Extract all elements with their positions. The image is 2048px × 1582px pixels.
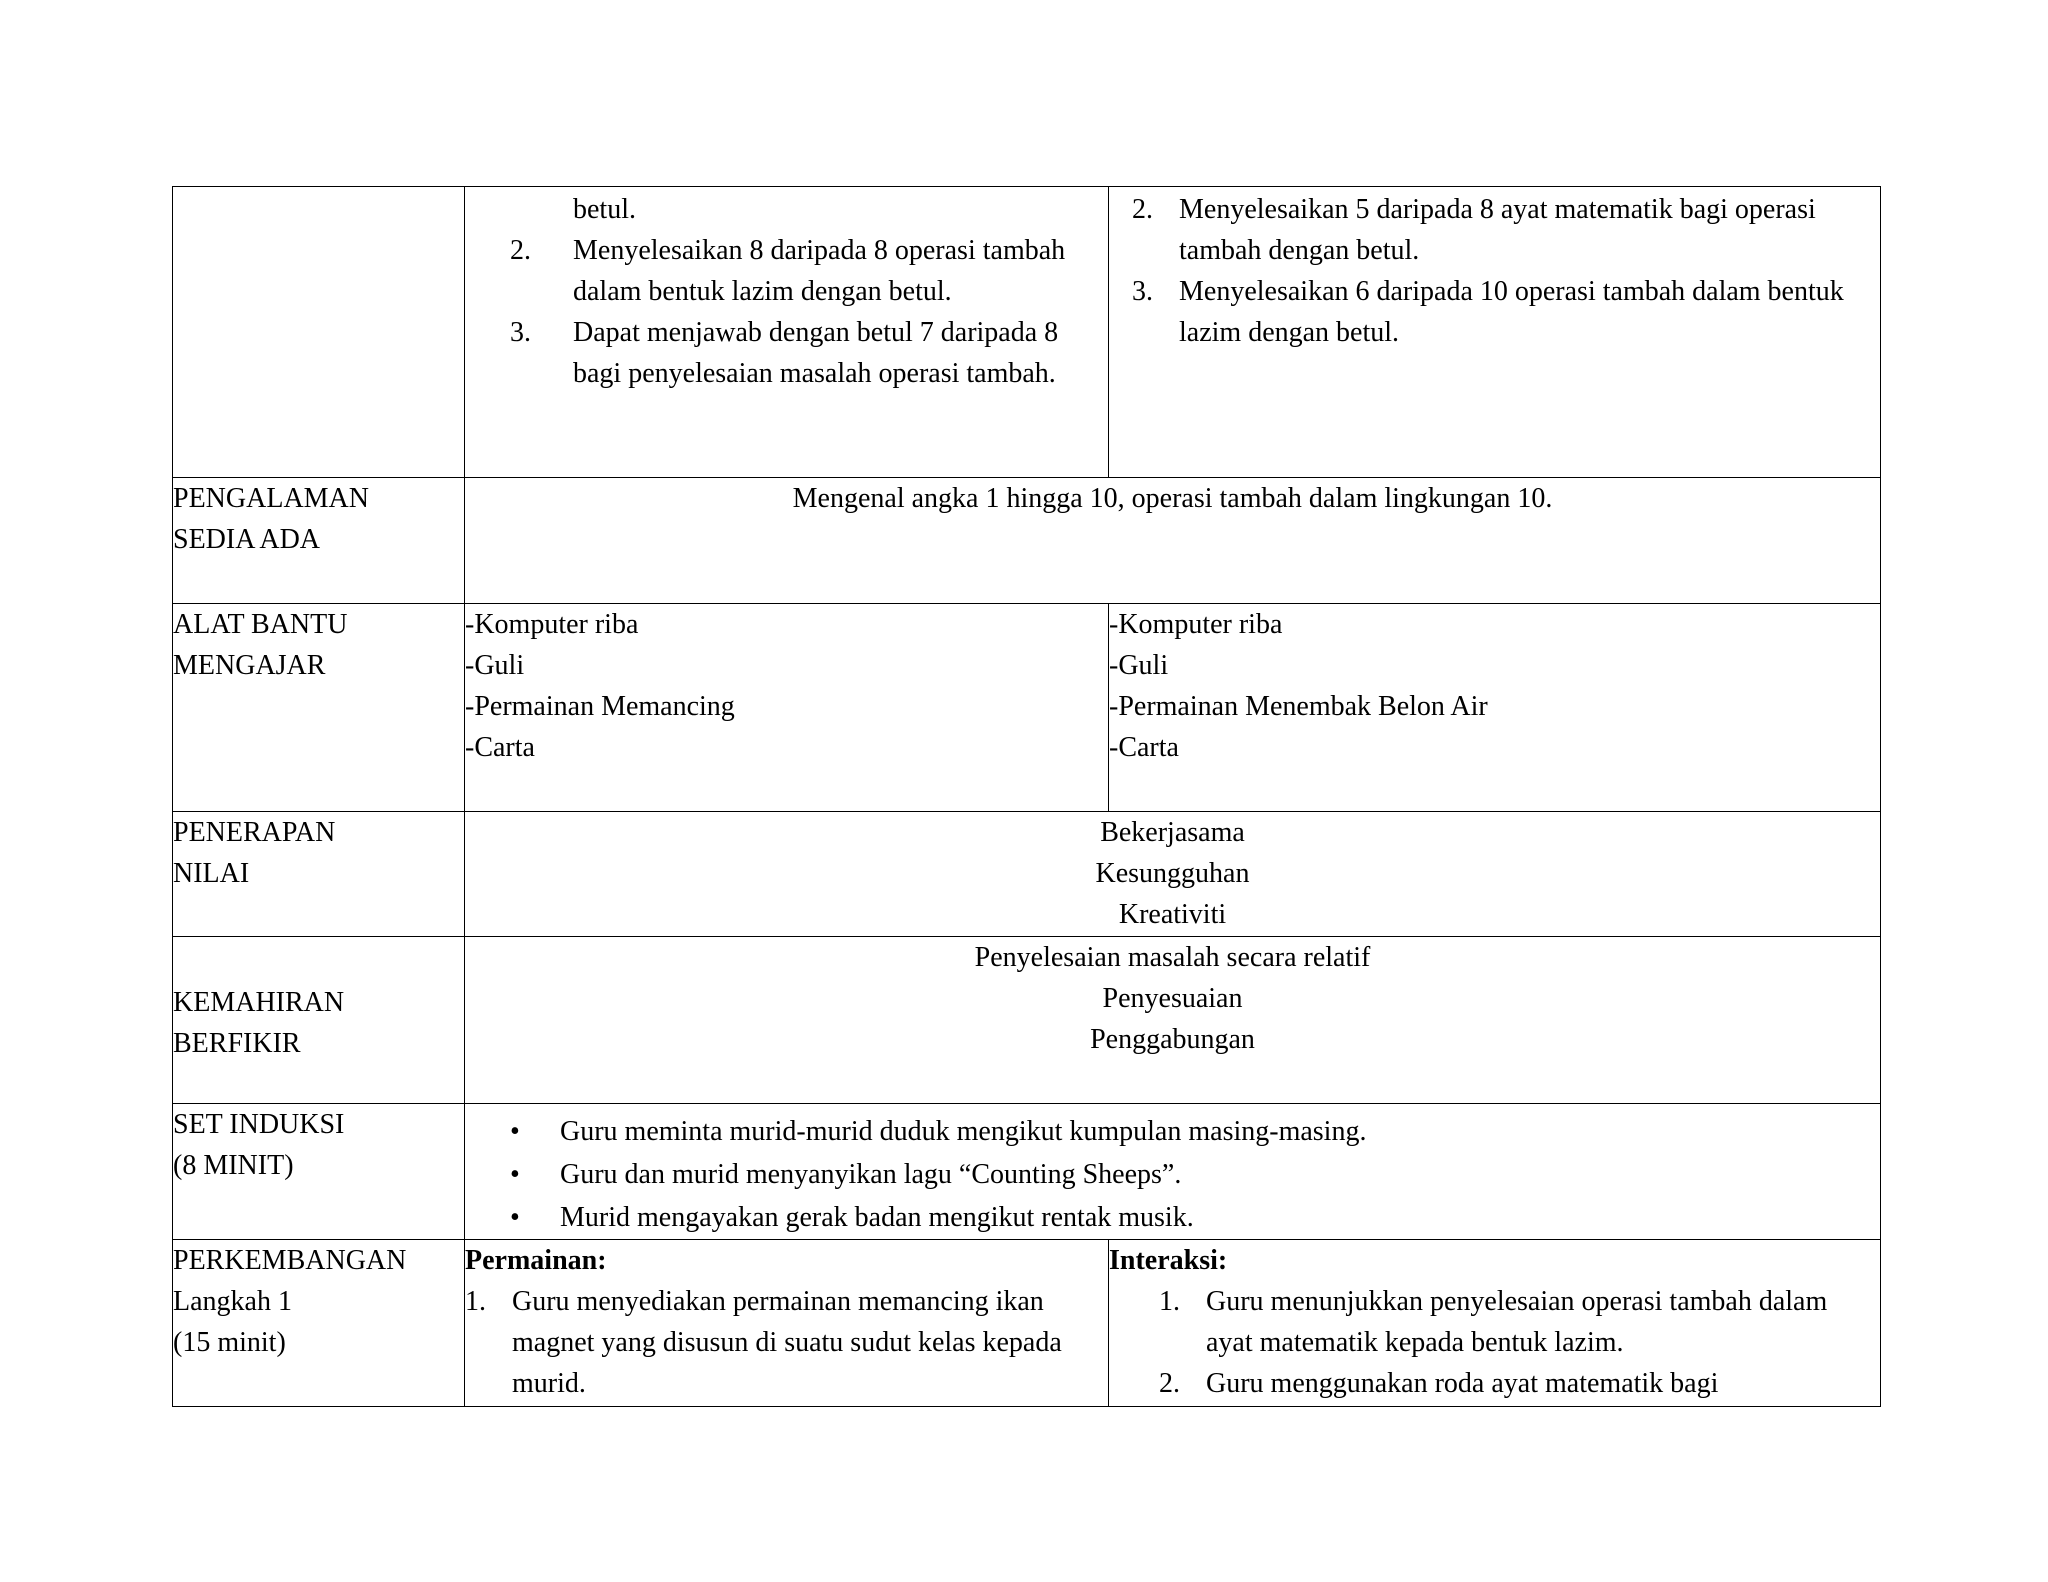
row-kemahiran — [173, 937, 1881, 1104]
set-induksi-list — [465, 1110, 1880, 1239]
list-item: betul. — [573, 194, 636, 225]
pengalaman-text: Mengenal angka 1 hingga 10, operasi tambah dalam lingkungan 10. — [465, 478, 1881, 604]
objectives-col2 — [1109, 187, 1881, 478]
objectives-col1-list — [465, 189, 1096, 394]
row-pengalaman — [173, 478, 1881, 604]
label-pengalaman: PENGALAMAN SEDIA ADA — [173, 478, 465, 604]
row-objectives-continued — [173, 187, 1881, 478]
section-heading: Permainan: — [465, 1245, 607, 1276]
list-item: • Guru meminta murid-murid duduk mengikut kumpulan masing-masing. — [510, 1110, 1880, 1153]
list-item: 1. Guru menunjukkan penyelesaian operasi tambah dalam ayat matematik kepada bentuk lazim. — [1159, 1286, 1828, 1358]
label-kemahiran: KEMAHIRAN BERFIKIR — [173, 937, 465, 1104]
label-perkembangan: PERKEMBANGAN Langkah 1 (15 minit) — [173, 1240, 465, 1407]
row-penerapan — [173, 812, 1881, 937]
penerapan-values: Bekerjasama Kesungguhan Kreativiti — [465, 812, 1881, 937]
label-alat-bantu: ALAT BANTU MENGAJAR — [173, 604, 465, 812]
list-item: 2. Menyelesaikan 8 daripada 8 operasi tambah dalam bentuk lazim dengan betul. — [510, 235, 1066, 307]
label-set-induksi: SET INDUKSI (8 MINIT) — [173, 1104, 465, 1240]
row-perkembangan — [173, 1240, 1881, 1407]
perkembangan-col2 — [1109, 1240, 1881, 1407]
list-item: 3. Dapat menjawab dengan betul 7 daripada 8 bagi penyelesaian masalah operasi tambah. — [510, 317, 1059, 389]
list-item: 3. Menyelesaikan 6 daripada 10 operasi tambah dalam bentuk lazim dengan betul. — [1132, 276, 1844, 348]
objectives-col1 — [465, 187, 1109, 478]
perkembangan-col2-list — [1109, 1281, 1880, 1404]
list-item: 2. Menyelesaikan 5 daripada 8 ayat matematik bagi operasi tambah dengan betul. — [1132, 194, 1816, 266]
row-alat-bantu — [173, 604, 1881, 812]
row-set-induksi — [173, 1104, 1881, 1240]
section-heading: Interaksi: — [1109, 1245, 1228, 1276]
list-item: • Guru dan murid menyanyikan lagu “Counting Sheeps”. — [510, 1153, 1880, 1196]
perkembangan-col1 — [465, 1240, 1109, 1407]
objectives-col2-list — [1109, 189, 1868, 353]
list-item: • Murid mengayakan gerak badan mengikut rentak musik. — [510, 1196, 1880, 1239]
lesson-plan-table — [172, 186, 1881, 1407]
label-penerapan: PENERAPAN NILAI — [173, 812, 465, 937]
list-item: 1. Guru menyediakan permainan memancing ikan magnet yang disusun di suatu sudut kelas kepada murid. — [465, 1286, 1062, 1399]
alat-bantu-col2: -Komputer riba -Guli -Permainan Menembak Belon Air -Carta — [1109, 604, 1881, 812]
set-induksi-content — [465, 1104, 1881, 1240]
list-item: 2. Guru menggunakan roda ayat matematik bagi — [1159, 1368, 1719, 1399]
label-cell-empty — [173, 187, 465, 478]
alat-bantu-col1: -Komputer riba -Guli -Permainan Memancing -Carta — [465, 604, 1109, 812]
perkembangan-col1-list — [465, 1281, 1108, 1404]
kemahiran-values: Penyelesaian masalah secara relatif Penyesuaian Penggabungan — [465, 937, 1881, 1104]
